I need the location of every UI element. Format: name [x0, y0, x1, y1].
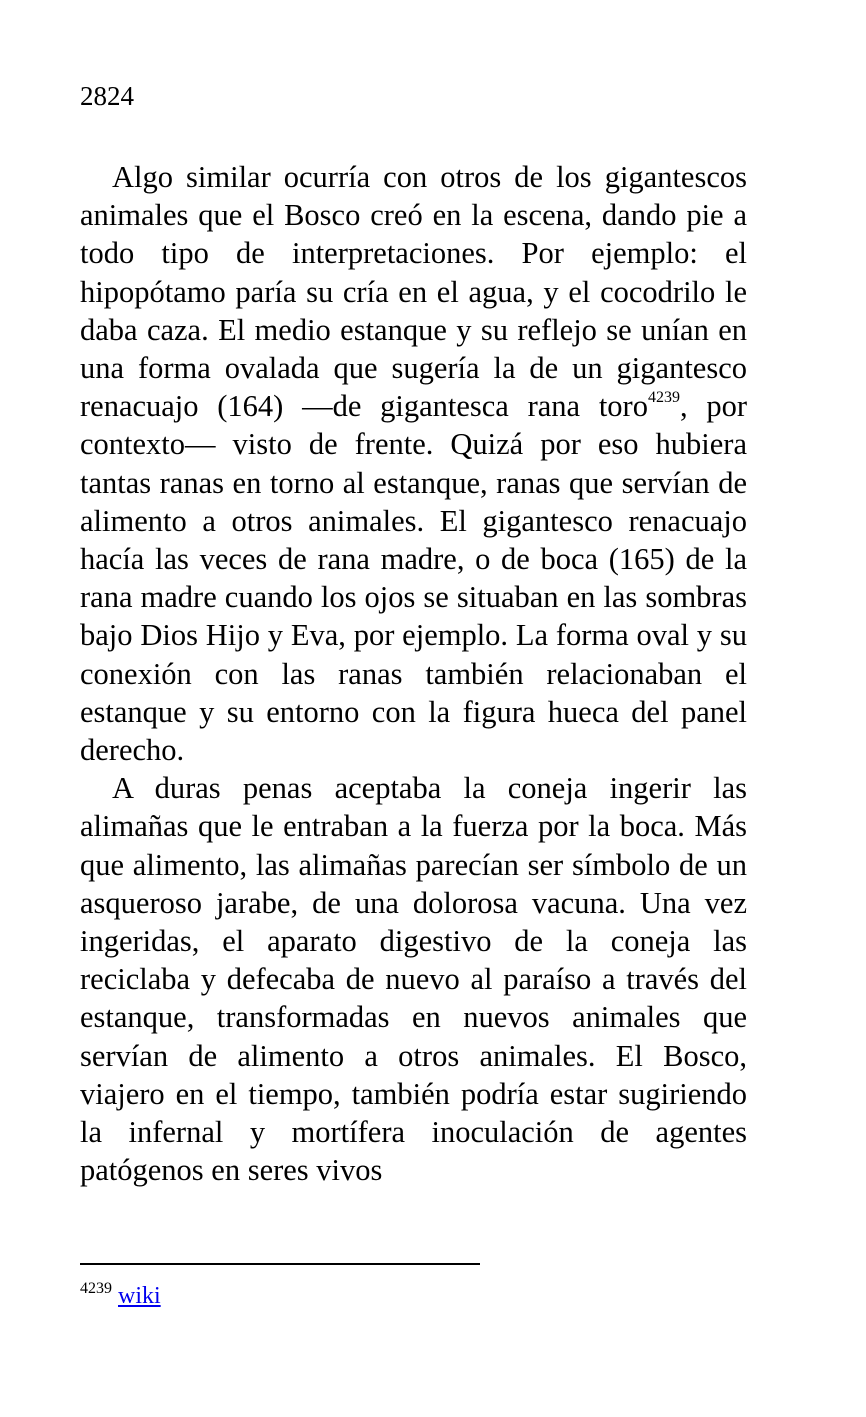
footnote-divider — [80, 1263, 480, 1265]
footnote-reference[interactable]: 4239 — [647, 389, 680, 407]
paragraph-1 — [80, 158, 747, 769]
body-text — [80, 158, 747, 1189]
footnote-number: 4239 — [80, 1280, 112, 1297]
paragraph-1-text-after-ref: , por contexto— visto de frente. Quizá por eso hubiera tantas ranas en torno al estanque, ranas que servían de alimento a otros animales. El gigantesco renacuajo hacía las veces de rana madre, o de boca (165) de la rana madre cuando los ojos se situaban en las sombras bajo Dios Hijo y Eva, por ejemplo. La forma oval y su conexión con las ranas también relacionaban el estanque y su entorno con la figura hueca del panel derecho. — [80, 389, 747, 768]
footnote — [80, 1280, 161, 1312]
page-number: 2824 — [80, 81, 134, 111]
paragraph-2: A duras penas aceptaba la coneja ingerir las alimañas que le entraban a la fuerza por la boca. Más que alimento, las alimañas parecían ser símbolo de un asqueroso jarabe, de una dolorosa vacuna. Una vez ingeridas, el aparato digestivo de la coneja las reciclaba y defecaba de nuevo al paraíso a través del estanque, transformadas en nuevos animales que servían de alimento a otros animales. El Bosco, viajero en el tiempo, también podría estar sugiriendo la infernal y mortífera inoculación de agentes patógenos en seres vivos — [80, 771, 747, 1188]
paragraph-1-text-before-ref: Algo similar ocurría con otros de los gigantescos animales que el Bosco creó en la escena, dando pie a todo tipo de interpretaciones. Por ejemplo: el hipopótamo paría su cría en el agua, y el cocodrilo le daba caza. El medio estanque y su reflejo se unían en una forma ovalada que sugería la de un gigantesco renacuajo (164) —de gigantesca rana toro — [80, 160, 747, 424]
footnote-wiki-link[interactable]: wiki — [118, 1283, 161, 1309]
